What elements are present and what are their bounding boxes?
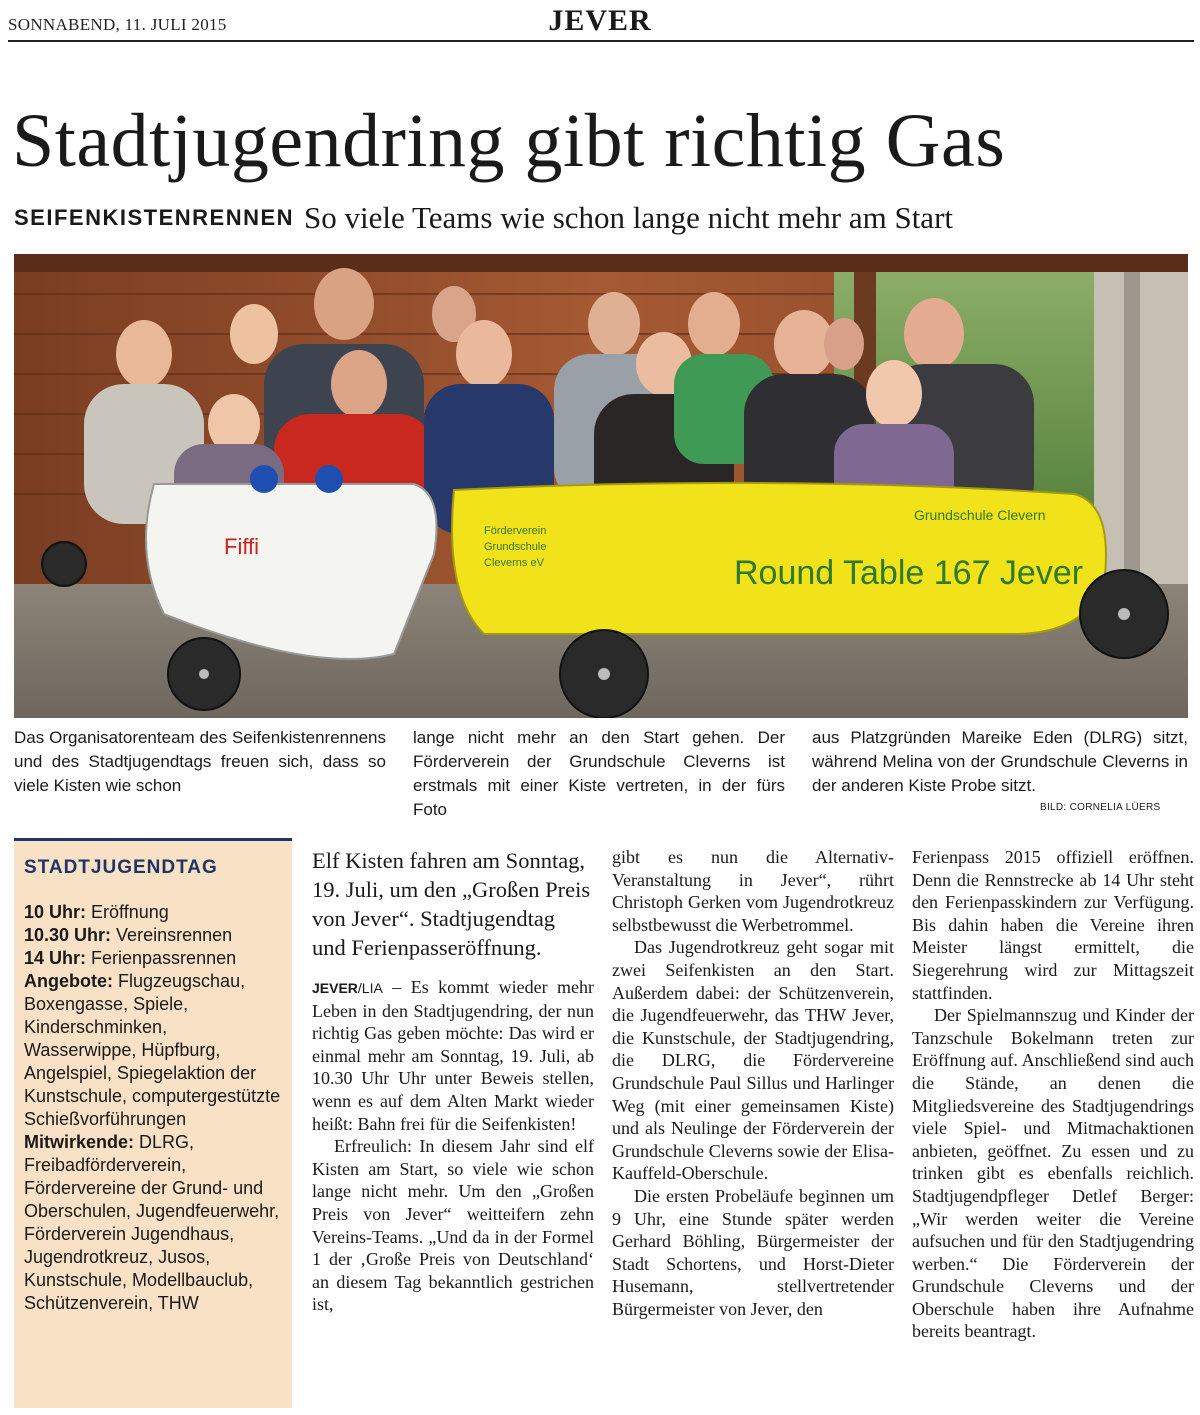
info-item: Angebote: Flugzeugschau, Boxengasse, Spiele, Kinderschminken, Wasserwippe, Hüpfburg, Angelspiel, Spiegelaktion der Kunstschule, computergestützte Schießvorführungen — [24, 971, 281, 1129]
article-paragraph: Der Spielmannszug und Kinder der Tanzschule Bokelmann treten zur Eröffnung auf. Anschließend sind auch die Stände, an denen die Mitgliedsvereine des Stadtjugendrings viele Spiel- und Mitmachaktionen anbieten, geöffnet. Zu essen und zu trinken gibt es ebenfalls reichlich. Stadtjugendpfleger Detlef Berger: „Wir werden weiter die Vereine aufsuchen und für den Stadtjugendring werben.“ Die Förderverein der Grundschule Cleverns und der Oberschule haben ihre Aufnahme bereits beantragt. — [912, 1005, 1194, 1342]
photo-caption-part-1: Das Organisatorenteam des Seifenkistenrennens und des Stadtjugendtags freuen sich, dass so viele Kisten wie schon — [14, 728, 386, 795]
article-lead: Elf Kisten fahren am Sonntag, 19. Juli, um den „Großen Preis von Jever“. Stadtjugendtag und Ferienpasseröffnung. — [312, 848, 591, 960]
article-paragraph: JEVER/LIA – Es kommt wieder mehr Leben in den Stadtjugendring, der nun richtig Gas geben möchte: Das wird er einmal mehr am Sonntag, 19. Juli, ab 10.30 Uhr Uhr unter Beweis stellen, wenn es auf dem Alten Markt wieder heißt: Bahn frei für die Seifenkisten! — [312, 977, 594, 1134]
info-item: 14 Uhr: Ferienpassrennen — [24, 948, 237, 968]
info-item: 10 Uhr: Eröffnung — [24, 902, 169, 922]
article-column-2 — [612, 846, 894, 1320]
masthead-rule — [8, 40, 1194, 42]
photo-caption-part-2: lange nicht mehr an den Start gehen. Der Förderverein der Grundschule Cleverns ist erstmals mit einer Kiste vertreten, in der fürs Foto — [413, 728, 785, 819]
cart-yellow-small-3: Cleverns eV — [484, 557, 544, 569]
article-paragraph: Das Jugendrotkreuz geht sogar mit zwei Seifenkisten an den Start. Außerdem dabei: der Schützenverein, die Jugendfeuerwehr, das THW Jever, die Kunstschule, der Stadtjugendring, die DLRG, die Fördervereine Grundschule Paul Sillus und Harlinger Weg (mit einer gemeinsamen Kiste) und als Neulinge der Förderverein der Grundschule Cleverns sowie der Elisa-Kauffeld-Oberschule. — [612, 937, 894, 1184]
article-column-1 — [312, 846, 594, 1316]
article-paragraph: Ferienpass 2015 offiziell eröffnen. Denn die Rennstrecke ab 14 Uhr steht den Ferienpasskindern zur Verfügung. Bis dahin haben die Vereine ihren Meister längst ermittelt, die Siegerehrung wird zur Mittagszeit stattfinden. — [912, 847, 1194, 1003]
photo-caption-part-3: aus Platzgründen Mareike Eden (DLRG) sitzt, während Melina von der Grundschule Cleverns in der anderen Kiste Probe sitzt. — [812, 728, 1188, 795]
info-box-body — [24, 901, 282, 1315]
cart-white-label: Fiffi — [224, 534, 260, 559]
subheadline — [14, 200, 1194, 236]
dateline: JEVER — [312, 980, 358, 996]
photo-credit: BILD: CORNELIA LÜERS — [1040, 802, 1161, 813]
info-item: Mitwirkende: DLRG, Freibadförderverein, Fördervereine der Grund- und Oberschulen, Jugendfeuerwehr, Förderverein Jugendhaus, Jugendrotkreuz, Jusos, Kunstschule, Modellbauclub, Schützenverein, THW — [24, 1132, 280, 1313]
cart-yellow-top-label: Grundschule Clevern — [914, 507, 1046, 523]
article-photo — [14, 254, 1188, 718]
cart-yellow-small-1: Förderverein — [484, 525, 547, 537]
info-box-stadtjugendtag — [14, 838, 292, 1408]
issue-date: SONNABEND, 11. JULI 2015 — [8, 15, 227, 34]
article-paragraph: Erfreulich: In diesem Jahr sind elf Kisten am Start, so viele wie schon lange nicht mehr. Um den „Großen Preis von Jever“ weitteifern zehn Vereins-Teams. „Und da in der Formel 1 der ‚Große Preis von Deutschland‘ an diesem Tag bekanntlich gestrichen ist, — [312, 1136, 594, 1315]
section-title: JEVER — [548, 4, 652, 37]
info-box-title: STADTJUGENDTAG — [24, 857, 218, 878]
headline: Stadtjugendring gibt richtig Gas — [12, 99, 1006, 183]
subheadline-kicker: SEIFENKISTENRENNEN — [14, 205, 295, 230]
article-column-3 — [912, 846, 1194, 1343]
cart-yellow-label: Round Table 167 Jever — [734, 554, 1084, 592]
subheadline-text: So viele Teams wie schon lange nicht mehr am Start — [304, 200, 954, 235]
cart-yellow-small-2: Grundschule — [484, 541, 547, 553]
dateline-author: /LIA — [357, 980, 383, 996]
masthead — [0, 0, 1200, 44]
article-paragraph: Die ersten Probeläufe beginnen um 9 Uhr, eine Stunde später werden Gerhard Böhling, Bürgermeister der Stadt Schortens, und Horst-Dieter Husemann, stellvertretender Bürgermeister von Jever, den — [612, 1185, 894, 1319]
article-paragraph: gibt es nun die Alternativ-Veranstaltung in Jever“, rührt Christoph Gerken vom Jugendrotkreuz selbstbewusst die Werbetrommel. — [612, 847, 894, 935]
info-item: 10.30 Uhr: Vereinsrennen — [24, 925, 233, 945]
